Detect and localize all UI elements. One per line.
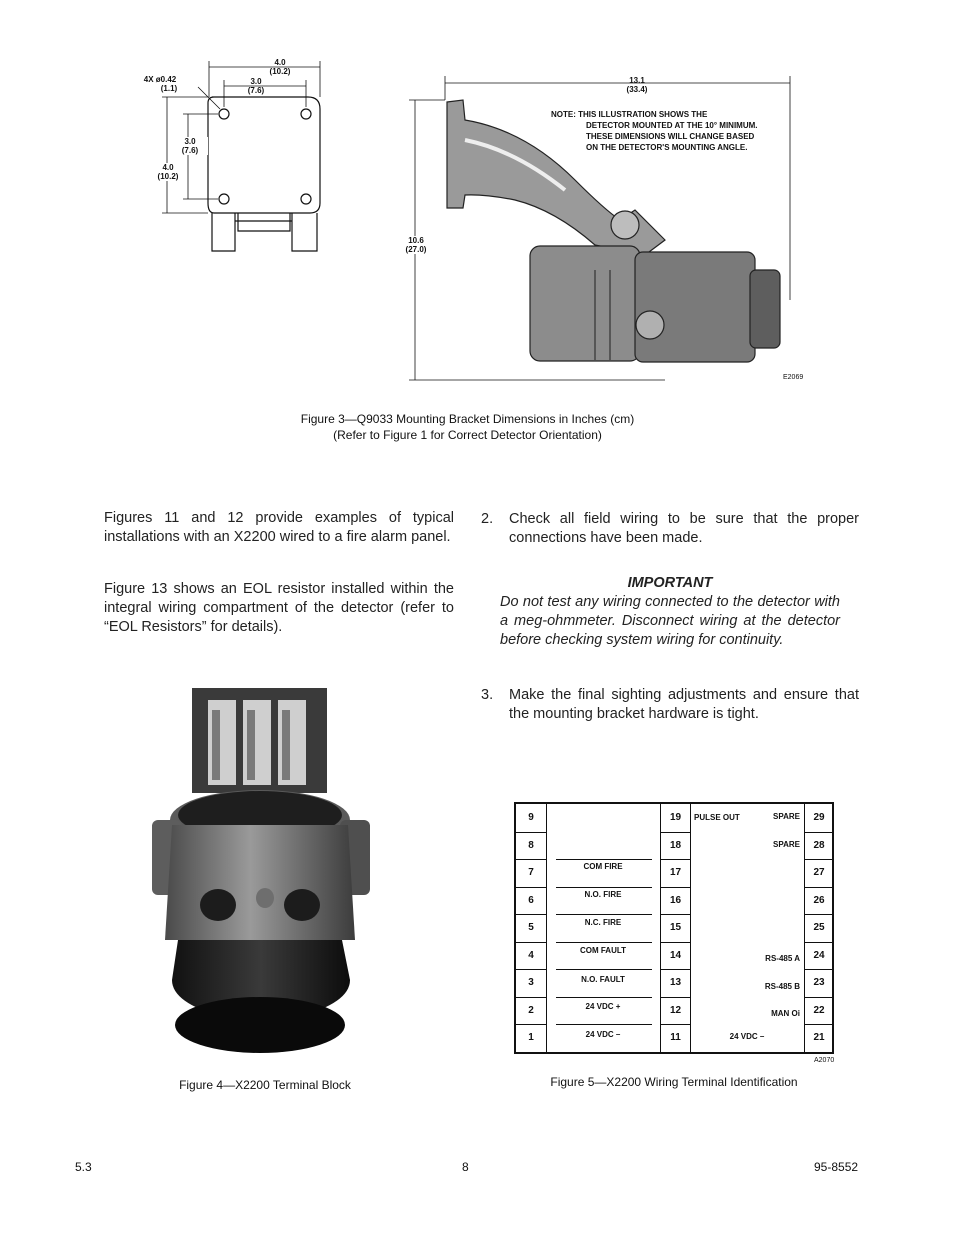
label-divider <box>556 969 652 970</box>
terminal-number: 14 <box>669 949 682 961</box>
terminal-number: 6 <box>528 894 534 906</box>
terminal-number: 1 <box>528 1032 534 1044</box>
figure3-code: E2069 <box>783 374 804 381</box>
figure4-caption: Figure 4—X2200 Terminal Block <box>179 1078 351 1092</box>
dim-hole-label: 4X ø0.42 (1.1) <box>143 75 178 93</box>
table-divider <box>690 804 691 1052</box>
figure5-code: A2070 <box>814 1057 835 1064</box>
dim-width-label: 4.0 (10.2) <box>269 58 291 76</box>
footer-page-number: 8 <box>462 1160 469 1174</box>
label-divider <box>556 859 652 860</box>
dim-hole-spacing-label: 3.0 (7.6) <box>247 77 265 95</box>
label-divider <box>556 997 652 998</box>
figure3-caption: Figure 3—Q9033 Mounting Bracket Dimensions in Inches (cm) (Refer to Figure 1 for Correct Detector Orientation) <box>300 412 635 442</box>
terminal-label-man-oi: MAN Oi <box>771 1009 800 1018</box>
terminal-number: 5 <box>528 922 534 934</box>
label-divider <box>556 914 652 915</box>
dim-reach-label: 13.1 (33.4) <box>626 76 648 94</box>
important-notice <box>500 574 840 650</box>
footer-document-number: 95-8552 <box>814 1160 859 1174</box>
terminal-number: 26 <box>813 894 825 906</box>
dim-vertical-spacing-label: 3.0 (7.6) <box>172 137 208 155</box>
dim-overall-height-label: 10.6 (27.0) <box>396 236 436 254</box>
terminal-number: 9 <box>528 812 534 824</box>
table-divider <box>546 804 547 1052</box>
terminal-number: 2 <box>528 1004 534 1016</box>
terminal-label-rs485-a: RS-485 A <box>765 954 800 963</box>
terminal-label-24vdc-minus-21: 24 VDC – <box>729 1032 765 1041</box>
terminal-number: 25 <box>813 922 825 934</box>
terminal-label-pulse-out: PULSE OUT <box>694 813 740 822</box>
terminal-number: 19 <box>669 812 682 824</box>
terminal-number: 7 <box>528 867 534 879</box>
terminal-number: 3 <box>528 977 534 989</box>
terminal-label-no-fault: N.O. FAULT <box>581 975 625 984</box>
terminal-label-spare-29: SPARE <box>773 812 800 821</box>
footer-revision: 5.3 <box>75 1160 92 1174</box>
terminal-label-24vdc-minus: 24 VDC – <box>585 1030 621 1039</box>
terminal-label-spare-28: SPARE <box>773 840 800 849</box>
terminal-label-nc-fire: N.C. FIRE <box>584 918 622 927</box>
important-body: Do not test any wiring connected to the detector with a meg-ohmmeter. Disconnect wiring at the detector before checking system wiring for continuity. <box>500 594 840 648</box>
terminal-block-photo <box>150 680 375 1065</box>
terminal-number: 17 <box>669 867 682 879</box>
terminal-number: 12 <box>669 1004 682 1016</box>
terminal-label-rs485-b: RS-485 B <box>764 982 800 991</box>
terminal-number: 11 <box>670 1032 681 1044</box>
label-divider <box>556 942 652 943</box>
terminal-number: 16 <box>669 894 682 906</box>
paragraph-eol-resistor: Figure 13 shows an EOL resistor installed within the integral wiring compartment of the detector (refer to “EOL Resistors” for details). <box>104 581 454 635</box>
terminal-number: 23 <box>813 977 825 989</box>
list-item-2: 2. Check all field wiring to be sure that the proper connections have been made. <box>481 511 859 546</box>
terminal-label-com-fire: COM FIRE <box>583 862 623 871</box>
dim-height-label: 4.0 (10.2) <box>150 163 186 181</box>
label-divider <box>556 1024 652 1025</box>
terminal-number: 4 <box>528 949 534 961</box>
terminal-number: 13 <box>669 977 682 989</box>
terminal-label-com-fault: COM FAULT <box>579 946 627 955</box>
important-title: IMPORTANT <box>627 575 713 591</box>
terminal-label-24vdc-plus: 24 VDC + <box>585 1002 621 1011</box>
terminal-label-no-fire: N.O. FIRE <box>584 890 622 899</box>
paragraph-typical-installations: Figures 11 and 12 provide examples of typical installations with an X2200 wired to a fire alarm panel. <box>104 510 454 545</box>
terminal-number: 8 <box>528 839 534 851</box>
terminal-number: 18 <box>669 839 682 851</box>
figure5-caption: Figure 5—X2200 Wiring Terminal Identification <box>550 1075 798 1089</box>
terminal-number: 27 <box>813 867 825 879</box>
terminal-number: 22 <box>813 1004 825 1016</box>
terminal-number: 28 <box>813 839 825 851</box>
terminal-number: 21 <box>813 1032 825 1044</box>
label-divider <box>556 887 652 888</box>
terminal-number: 15 <box>669 922 682 934</box>
mounting-note: NOTE: THIS ILLUSTRATION SHOWS THE DETECTOR MOUNTED AT THE 10° MINIMUM. THESE DIMENSIONS WILL CHANGE BASED ON THE DETECTOR'S MOUNTING ANGLE. <box>551 110 758 152</box>
wiring-terminal-table <box>514 802 834 1054</box>
terminal-number: 29 <box>813 812 825 824</box>
terminal-number: 24 <box>813 949 825 961</box>
list-item-3: 3. Make the final sighting adjustments and ensure that the mounting bracket hardware is tight. <box>481 687 859 722</box>
